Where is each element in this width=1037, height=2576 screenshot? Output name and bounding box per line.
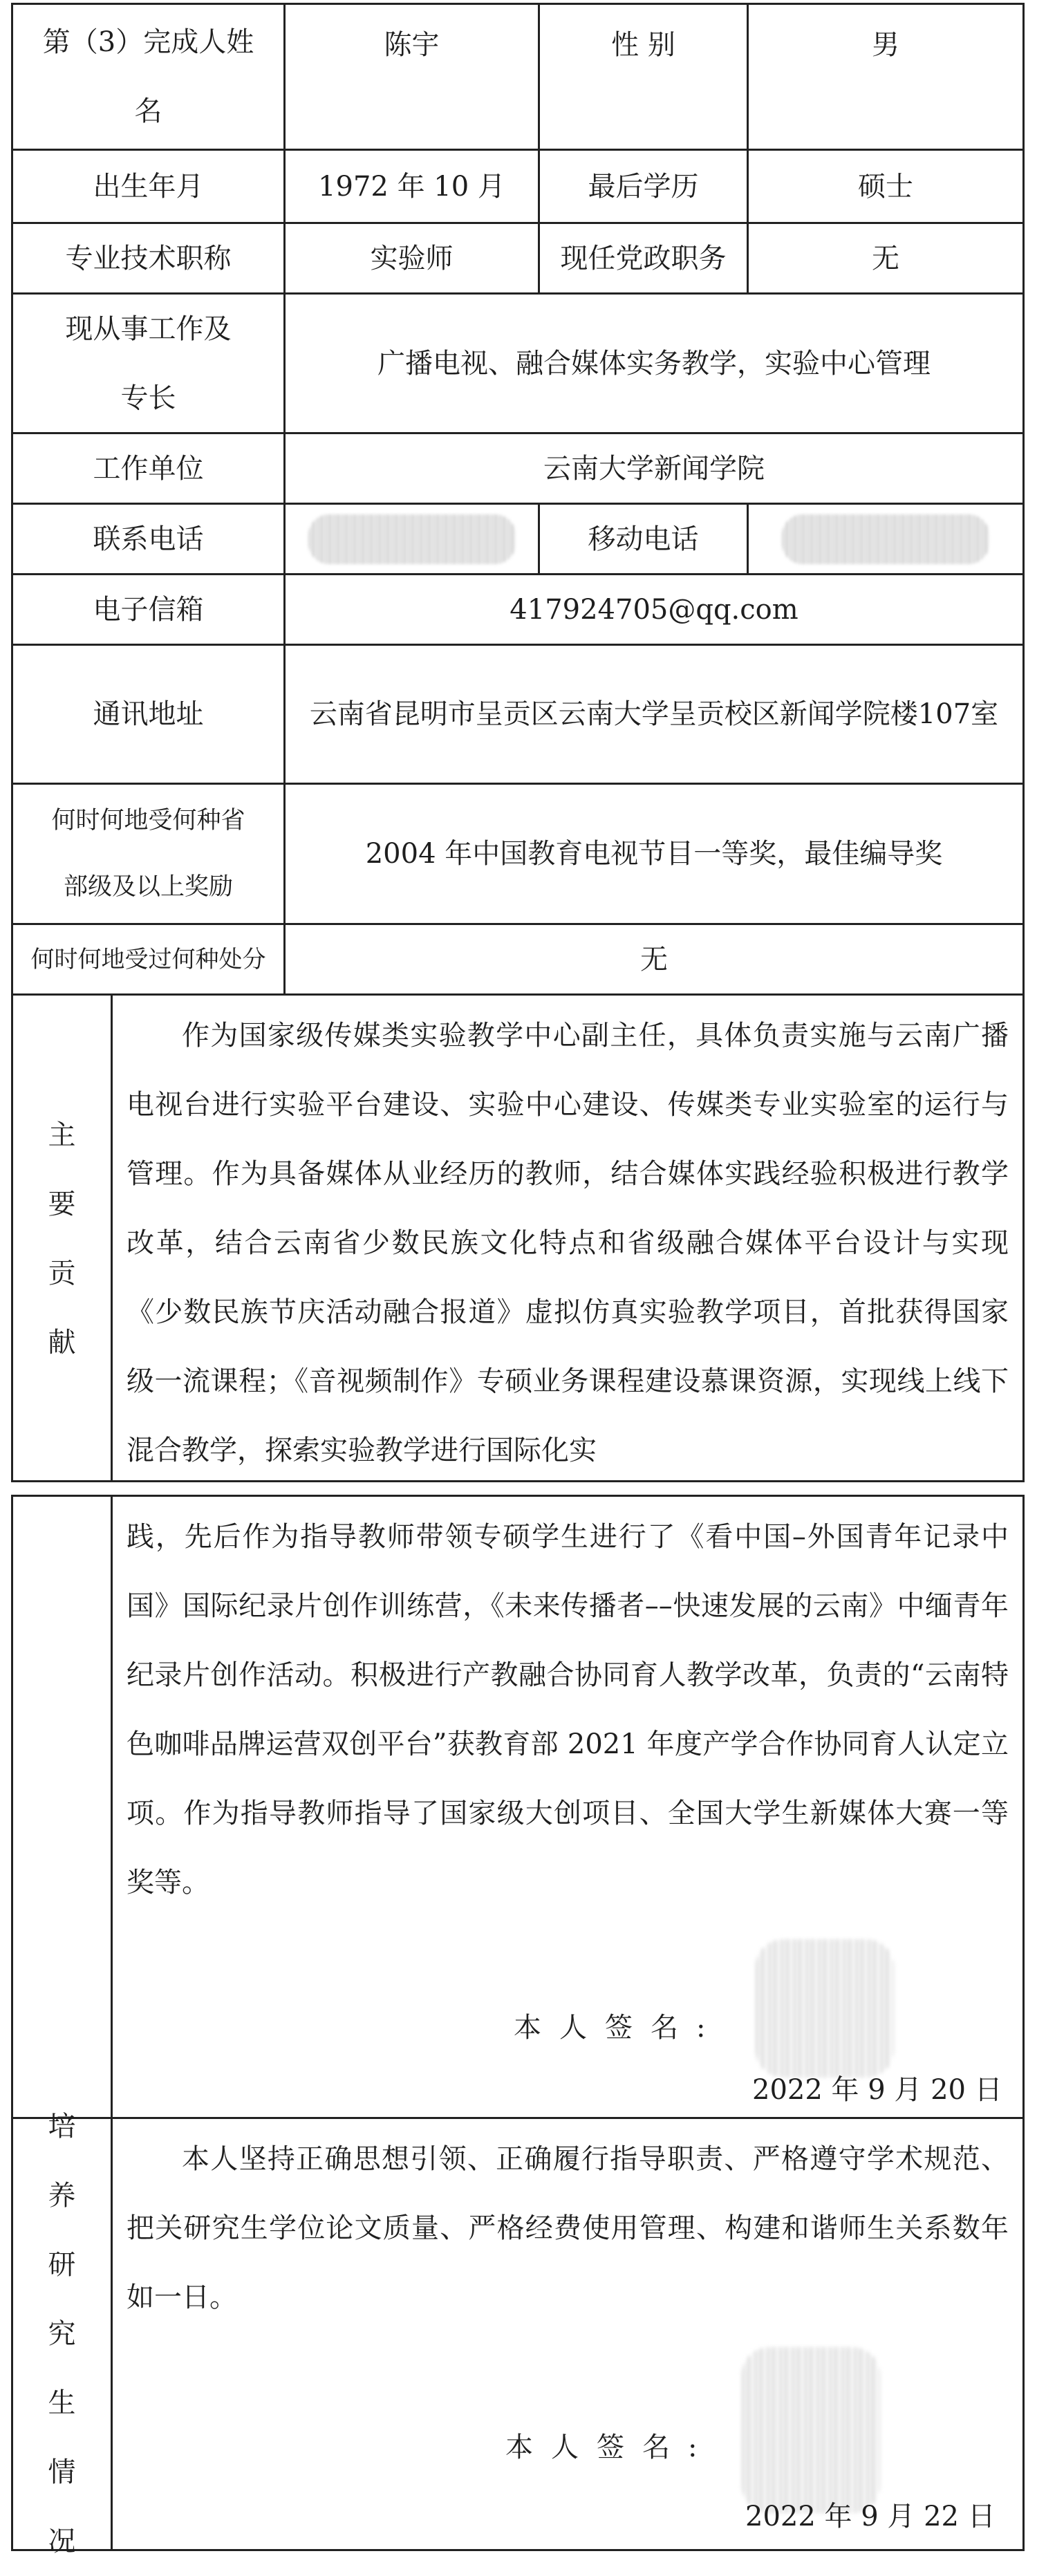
label-birth: 出生年月: [13, 151, 286, 222]
value-gender: 男: [872, 29, 899, 61]
value-address: 云南省昆明市呈贡区云南大学呈贡校区新闻学院楼107室: [309, 698, 999, 730]
contrib-text: 作为国家级传媒类实验教学中心副主任，具体负责实施与云南广播电视台进行实验平台建设、实验中心建设、传媒类专业实验室的运行与管理。作为具备媒体从业经历的教师，结合媒体实践经验积极进行教学改革，结合云南省少数民族文化特点和省级融合媒体平台设计与实现《少数民族节庆活动融合报道》虚拟仿真实验教学项目，首批获得国家级一流课程；《音视频制作》专硕业务课程建设慕课资源，实现线上线下混合教学，探索实验教学进行国际化实: [127, 1020, 1009, 1466]
label-unit: 工作单位: [13, 434, 286, 503]
row-contrib-cont: [13, 1497, 1022, 2119]
label-contrib-empty: [13, 1497, 113, 2117]
label-position: 现任党政职务: [540, 224, 749, 292]
redaction-blur: [308, 514, 516, 564]
row-unit: [13, 434, 1022, 505]
row-birth: [13, 151, 1022, 224]
row-train: [13, 2111, 1022, 2557]
row-title: [13, 224, 1022, 295]
value-degree: 硕士: [858, 170, 913, 203]
contrib-cont-text: 践，先后作为指导教师带领专硕学生进行了《看中国–外国青年记录中国》国际纪录片创作训练营，《未来传播者––快速发展的云南》中缅青年纪录片创作活动。积极进行产教融合协同育人教学改革，负责的“云南特色咖啡品牌运营双创平台”获教育部 2021 年度产学合作协同育人认定立项。作为指导教师指导了国家级大创项目、全国大学生新媒体大赛一等奖等。: [127, 1521, 1009, 1898]
date-1: 2022 年 9 月 20 日: [752, 2074, 1002, 2106]
contrib-table: [11, 1495, 1025, 2557]
label-awards: 何时何地受何种省部级及以上奖励: [13, 785, 286, 923]
info-table: [11, 3, 1025, 1482]
label-title: 专业技术职称: [13, 224, 286, 292]
value-phone-redacted: [286, 505, 540, 573]
row-address: [13, 646, 1022, 785]
label-name: 第（3）完成人姓名: [13, 5, 286, 149]
row-email: [13, 575, 1022, 646]
value-punish: 无: [640, 943, 668, 976]
contrib-cell: [113, 996, 1022, 1482]
label-email: 电子信箱: [13, 575, 286, 644]
row-phone: [13, 505, 1022, 575]
label-punish: 何时何地受过何种处分: [13, 925, 286, 993]
value-unit: 云南大学新闻学院: [543, 452, 765, 485]
row-name: [13, 5, 1022, 151]
label-phone: 联系电话: [13, 505, 286, 573]
label-address: 通讯地址: [13, 646, 286, 783]
label-contrib: 主要贡献: [13, 996, 113, 1482]
date-2: 2022 年 9 月 22 日: [745, 2501, 996, 2532]
row-contrib: [13, 996, 1022, 1482]
sign-label-2: 本人签名:: [505, 2432, 716, 2463]
value-work: 广播电视、融合媒体实务教学，实验中心管理: [377, 347, 931, 380]
value-title: 实验师: [286, 224, 540, 292]
value-mobile-redacted: [749, 505, 1022, 573]
value-birth: 1972 年 10 月: [286, 151, 540, 222]
row-awards: [13, 785, 1022, 925]
redaction-blur: [782, 514, 989, 564]
value-position: 无: [872, 242, 899, 274]
value-email: 417924705@qq.com: [510, 593, 798, 626]
train-cell: [113, 2119, 1022, 2549]
row-punish: [13, 925, 1022, 996]
value-awards: 2004 年中国教育电视节目一等奖，最佳编导奖: [365, 838, 943, 870]
label-gender: 性 别: [540, 5, 749, 149]
label-work: 现从事工作及专长: [13, 295, 286, 432]
row-work: [13, 295, 1022, 434]
train-text: 本人坚持正确思想引领、正确履行指导职责、严格遵守学术规范、把关研究生学位论文质量、严格经费使用管理、构建和谐师生关系数年如一日。: [127, 2143, 1009, 2313]
label-train: 培养研究生情况: [13, 2119, 113, 2549]
contrib-cont-cell: [113, 1497, 1022, 2117]
label-mobile: 移动电话: [540, 505, 749, 573]
sign-label-1: 本人签名:: [514, 2012, 724, 2044]
value-name: 陈宇: [286, 5, 540, 149]
label-degree: 最后学历: [540, 151, 749, 222]
